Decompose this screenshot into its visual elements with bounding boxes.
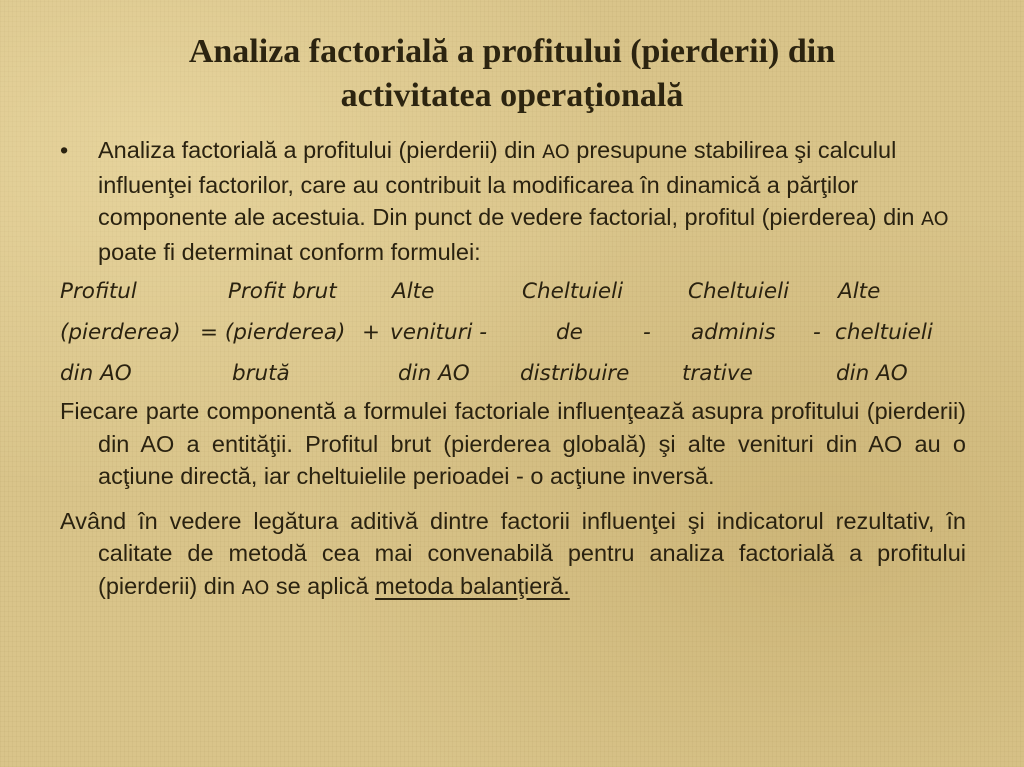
- slide-title-line-2: activitatea operaţională: [340, 77, 684, 114]
- intro-paragraph: [60, 134, 966, 268]
- formula-term-profitul: Profitul: [60, 279, 137, 304]
- intro-abbr-1: AO: [542, 141, 570, 163]
- formula-term-venituri: venituri -: [390, 320, 488, 345]
- bullet-icon: •: [60, 137, 69, 163]
- para3-text-2: se aplică: [269, 572, 376, 599]
- intro-text-3: poate fi determinat conform formulei:: [98, 238, 481, 265]
- formula-term-din-ao-1: din AO: [60, 361, 132, 386]
- formula-term-profit-brut: Profit brut: [228, 279, 337, 304]
- formula-term-cheltuieli: cheltuieli: [835, 320, 933, 345]
- intro-text-1: Analiza factorială a profitului (pierderii) din: [98, 137, 543, 163]
- formula-row-2: [60, 313, 966, 354]
- formula-term-adminis: adminis: [691, 320, 776, 345]
- formula-term-pierderea: (pierderea): [60, 320, 181, 345]
- formula-minus-sign-1: -: [643, 320, 651, 345]
- formula-term-alte: Alte: [392, 279, 435, 304]
- paragraph-balance-method: [60, 505, 966, 605]
- slide-body: [60, 134, 966, 616]
- formula-term-distribuire: distribuire: [520, 361, 630, 386]
- formula-minus-sign-2: -: [813, 320, 821, 345]
- para3-abbr: AO: [241, 576, 270, 599]
- formula-term-trative: trative: [682, 361, 753, 386]
- formula-term-alte-cheltuieli: Alte: [838, 279, 881, 304]
- formula-term-din-ao-2: din AO: [398, 361, 470, 386]
- slide-title: [60, 30, 964, 118]
- paragraph-factor-influence: Fiecare parte componentă a formulei factoriale influenţează asupra profitului (pierderii) din AO a entităţii. Profitul brut (pierderea globală) şi alte venituri din AO au o acţiune directă, iar cheltuielile perioadei - o acţiune inversă.: [60, 398, 966, 489]
- slide-title-line-1: Analiza factorială a profitului (pierderii) din: [188, 33, 836, 70]
- formula-row-3: [60, 354, 966, 395]
- formula-term-din-ao-3: din AO: [836, 361, 908, 386]
- formula-term-bruta: brută: [232, 361, 290, 386]
- intro-abbr-2: AO: [920, 208, 949, 230]
- formula-term-cheltuieli-distribuire: Cheltuieli: [522, 279, 624, 304]
- formula-equals-pierderea: = (pierderea): [200, 320, 346, 345]
- formula-term-de: de: [556, 320, 583, 345]
- formula-row-1: [60, 272, 966, 313]
- balance-method-link: metoda balanţieră.: [375, 572, 570, 599]
- intro-text-2: presupune stabilirea şi calculul influenţei factorilor, care au contribuit la modificarea în dinamică a părţilor componente ale acestuia. Din punct de vedere factorial, profitul (pierderea) din: [98, 137, 921, 230]
- formula-term-cheltuieli-administrative: Cheltuieli: [688, 279, 790, 304]
- formula-plus-sign: +: [362, 320, 381, 345]
- para3-text-1: Având în vedere legătura aditivă dintre factorii influenţei şi indicatorul rezultativ, în calitate de metodă cea mai convenabilă pentru analiza factorială a profitului (pierderii) din: [60, 507, 966, 599]
- profit-formula: [60, 272, 966, 395]
